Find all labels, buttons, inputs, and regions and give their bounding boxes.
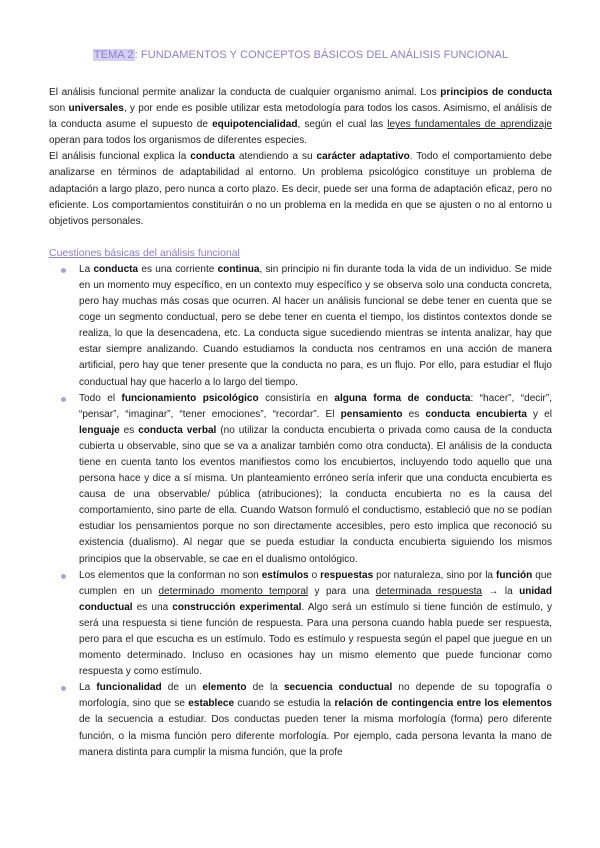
section-heading: Cuestiones básicas del análisis funcional — [49, 246, 240, 259]
bold-term: conducta encubierta — [425, 408, 527, 420]
bold-term: secuencia conductual — [283, 682, 393, 694]
bold-term: respuestas — [320, 569, 374, 581]
bold-term: unidad conductual — [79, 585, 553, 613]
text-run: por naturaleza, sino por la — [373, 569, 496, 581]
text-run: Los elementos que la conforman no son — [79, 569, 262, 581]
text-run: operan para todos los organismos de diferentes especies. — [49, 135, 308, 147]
bullet-text — [79, 682, 552, 757]
bullet-dot-icon — [61, 268, 66, 273]
text-run: atendiendo a su — [234, 151, 317, 163]
text-run: cuando se estudia la — [234, 698, 335, 710]
bullet-item — [49, 680, 552, 760]
text-run: es una — [132, 601, 173, 613]
text-run: Todo el — [79, 392, 122, 404]
text-run: son — [49, 103, 69, 115]
page-title — [49, 49, 552, 61]
bold-term: conducta — [190, 151, 235, 163]
bullet-list — [49, 262, 552, 761]
title-text: : FUNDAMENTOS Y CONCEPTOS BÁSICOS DEL ANÁLISIS FUNCIONAL — [134, 49, 509, 61]
bold-term: universales — [68, 103, 124, 115]
bullet-text — [79, 570, 552, 678]
text-run: La — [79, 682, 97, 694]
text-run: que cumplen en un — [79, 569, 552, 597]
text-run: es — [402, 408, 426, 420]
bold-term: pensamiento — [340, 408, 403, 420]
text-run: no depende de su topografía o morfología, sino que se — [79, 682, 553, 710]
text-run: El análisis funcional explica la — [49, 151, 191, 163]
text-run: es una corriente — [138, 263, 218, 275]
title-tema-highlight: TEMA 2 — [93, 49, 134, 61]
bullet-item — [49, 391, 552, 568]
bold-term: alguna forma de conducta — [334, 392, 471, 404]
text-run: . Algo será un estímulo si tiene función de estímulo, y será una respuesta si tiene función de respuesta. Para una persona cuando habla puede ser respuesta, pero para el que escucha es un estímulo. Todo es estímulo y respuesta según el papel que juegue en un momento determinado. Incluso en ocasiones hay un mismo elemento que puede funcionar como respuesta y como estímulo. — [79, 601, 553, 678]
text-run: El análisis funcional permite analizar la conducta de cualquier organismo animal. Los — [49, 87, 441, 98]
bold-term: funcionamiento psicológico — [121, 392, 259, 404]
bullet-item — [49, 568, 552, 681]
text-run: de la secuencia a estudiar. Dos conductas pueden tener la misma morfología (forma) pero diferente función, o la misma función pero diferente morfología. Por ejemplo, cada persona levanta la mano de manera distinta para cumplir la misma función, que la profe — [79, 714, 552, 758]
underlined-term: leyes fundamentales de aprendizaje — [387, 119, 553, 131]
bullet-dot-icon — [61, 686, 66, 691]
text-run: La — [79, 263, 94, 275]
text-run: , sin principio ni fin durante toda la vida de un individuo. Se mide en un momento muy específico, en un contexto muy específico y se observa solo una conducta concreta, pero hay muchas más cosas que ocurren. Al hacer un análisis funcional se debe tener en cuenta que se coge un segmento conductual, pero se debe tener en cuenta el tiempo, los distintos contextos donde se realiza, lo que la desencadena, etc. La conducta sigue sucediendo mientras se intenta analizar, hay que estar siempre analizando. Cuando estudiamos la conducta nos centramos en una acción de manera artificial, pero hay que tener presente que la conducta no para, es un flujo. Por ello, para estudiar el flujo conductual hay que hacerlo a lo largo del tiempo. — [79, 263, 552, 388]
text-run: de la — [246, 682, 284, 694]
bold-term: relación de contingencia entre los elementos — [334, 698, 552, 710]
text-run: de un — [161, 682, 203, 694]
bullet-dot-icon — [61, 397, 66, 402]
text-run: o — [308, 569, 321, 581]
bold-term: equipotencialidad — [212, 119, 298, 131]
text-run: → la — [482, 585, 520, 597]
underlined-term: determinada respuesta — [375, 585, 483, 597]
bold-term: funcionalidad — [96, 682, 162, 694]
bold-term: continua — [217, 263, 260, 275]
bold-term: carácter adaptativo — [316, 151, 410, 163]
underlined-term: determinado momento temporal — [158, 585, 309, 597]
text-run: y el — [526, 408, 552, 420]
bullet-text — [79, 393, 552, 565]
bullet-item — [49, 262, 552, 391]
text-run: : “hacer”, “decir”, “pensar”, “imaginar”, “tener emociones”, “recordar”. El — [79, 392, 553, 420]
text-run: (no utilizar la conducta encubierta o privada como causa de la conducta cubierta u observable, sino que se va a analizar también como otra conducta). El análisis de la conducta tiene en cuenta tanto los eventos manifiestos como los encubiertos, incluyendo todo aquello que una persona hace y dice a sí misma. Un planteamiento erróneo sería inferir que una conducta encubierta es causa de una observable/ pública (atribuciones); la conducta encubierta no es la causa del comportamiento, sino parte de ella. Cuando Watson formuló el conductismo, estableció que no se podían estudiar los pensamientos porque no son directamente accesibles, pero esto implica que reconoció su existencia (dualismo). Al negar que se pueda estudiar la conducta encubierta siguiendo los mismos principios que la observable, se cae en el dualismo ontológico. — [79, 424, 552, 565]
intro-paragraph-2 — [49, 149, 552, 229]
bold-term: establece — [188, 698, 235, 710]
text-run: , según el cual las — [297, 119, 388, 131]
bold-term: lenguaje — [79, 424, 120, 436]
text-run: , y por ende es posible utilizar esta metodología para todos los casos. Asimismo, el análisis de la conducta asume el supuesto de — [49, 103, 552, 131]
text-run: consistiría en — [258, 392, 335, 404]
text-run: . Todo el comportamiento debe analizarse en términos de adaptabilidad al entorno. Un problema psicológico constituye un problema de adaptación a largo plazo, pero nunca a corto plazo. Es decir, puede ser una forma de adaptación eficaz, pero no eficiente. Los comportamientos constituirán o no un problema en la medida en que se ajusten o no al entorno u objetivos personales. — [49, 151, 552, 227]
text-run: y para una — [308, 585, 376, 597]
bold-term: elemento — [202, 682, 247, 694]
bold-term: construcción experimental — [172, 601, 302, 613]
bold-term: estímulos — [261, 569, 309, 581]
bold-term: función — [495, 569, 533, 581]
intro-paragraph-1 — [49, 85, 552, 149]
bold-term: principios de conducta — [440, 87, 552, 98]
bold-term: conducta — [93, 263, 139, 275]
bold-term: conducta verbal — [138, 424, 217, 436]
text-run: es — [119, 424, 139, 436]
bullet-text — [79, 264, 552, 388]
bullet-dot-icon — [61, 574, 66, 579]
